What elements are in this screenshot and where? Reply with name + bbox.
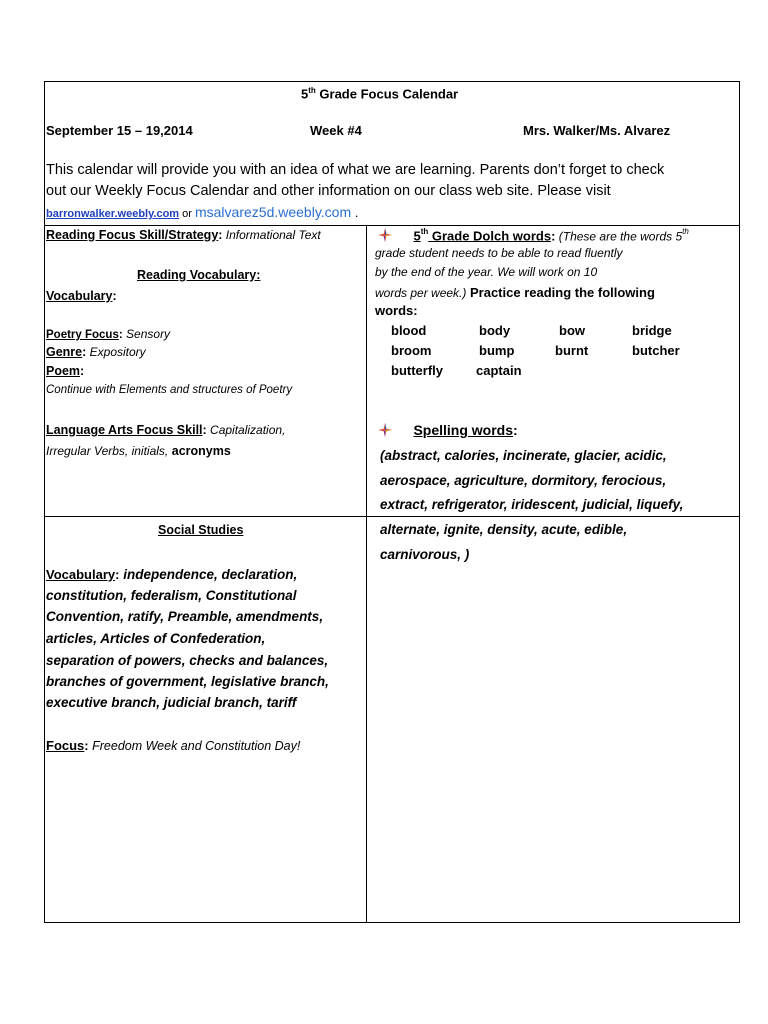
intro-line-1: This calendar will provide you with an idea of what we are learning. Parents don’t forget to check: [46, 162, 665, 178]
genre: [46, 345, 146, 359]
dolch-word: blood: [391, 323, 427, 338]
poetry-focus-label: Poetry Focus: [46, 329, 119, 341]
social-focus-label: Focus: [46, 738, 85, 753]
spelling-colon: :: [513, 422, 518, 438]
dolch-word: captain: [476, 363, 522, 378]
social-vocab-line: executive branch, judicial branch, tariff: [46, 695, 297, 710]
dolch-note-2: grade student needs to be able to read fluently: [375, 246, 623, 260]
dolch-note-4-row: [375, 284, 655, 302]
dolch-note-sup: th: [682, 227, 689, 236]
la-label: Language Arts Focus Skill: [46, 423, 203, 437]
social-vocab-label: Vocabulary: [46, 567, 116, 582]
dolch-note-3: by the end of the year. We will work on 10: [375, 265, 598, 279]
poem: [46, 364, 84, 378]
social-vocab-line: articles, Articles of Confederation,: [46, 631, 266, 646]
poem-colon: :: [80, 364, 85, 378]
spelling-header: [377, 422, 518, 440]
compass-star-icon: [377, 227, 393, 243]
poem-value: Continue with Elements and structures of Poetry: [46, 384, 293, 396]
spelling-line: extract, refrigerator, iridescent, judicial, liquefy,: [380, 497, 684, 512]
dolch-word: butcher: [632, 343, 680, 358]
dolch-word: broom: [391, 343, 432, 358]
la-value-1: Capitalization,: [206, 423, 286, 437]
social-vocab-first: independence, declaration,: [119, 567, 298, 582]
social-vocab: [46, 566, 297, 584]
intro-end: .: [351, 205, 359, 220]
social-focus: [46, 737, 300, 755]
reading-vocab: [46, 289, 117, 303]
reading-skill-label: Reading Focus Skill/Strategy: [46, 228, 219, 242]
social-vocab-line: branches of government, legislative branch,: [46, 674, 329, 689]
or-text: or: [179, 208, 195, 220]
title-number: 5: [301, 86, 309, 102]
dolch-word: butterfly: [391, 363, 443, 378]
compass-star-icon: [377, 422, 393, 438]
social-vocab-line: constitution, federalism, Constitutional: [46, 588, 297, 603]
dolch-header: [377, 227, 689, 245]
la-value-3: acronyms: [168, 444, 231, 458]
social-studies-heading: Social Studies: [158, 523, 244, 537]
social-focus-value: Freedom Week and Constitution Day!: [88, 739, 301, 753]
reading-vocab-label: Vocabulary: [46, 289, 113, 303]
dolch-practice-2: words:: [375, 303, 418, 318]
social-focus-colon: :: [84, 738, 89, 753]
la-colon: :: [202, 423, 207, 437]
row-divider-1: [45, 225, 739, 226]
genre-colon: :: [82, 345, 87, 359]
genre-label: Genre: [46, 345, 83, 359]
genre-value: Expository: [86, 345, 146, 359]
class-site-link-msalvarez[interactable]: msalvarez5d.weebly.com: [194, 204, 352, 220]
week-number: Week #4: [310, 123, 362, 138]
spelling-line: alternate, ignite, density, acute, edible,: [380, 522, 628, 537]
poem-label: Poem: [46, 364, 81, 378]
dolch-word: bump: [479, 343, 515, 358]
social-vocab-colon: :: [115, 567, 120, 582]
date-range: September 15 – 19,2014: [46, 123, 193, 138]
intro-links: [46, 204, 358, 220]
reading-skill: [46, 228, 321, 242]
reading-skill-value: Informational Text: [222, 228, 321, 242]
la-value-2: Irregular Verbs, initials,: [46, 444, 169, 458]
page-title: [301, 86, 458, 101]
dolch-grade-num: 5: [413, 228, 421, 244]
reading-vocab-colon: :: [112, 289, 117, 303]
poetry-focus-value: Sensory: [122, 327, 171, 341]
spelling-label: Spelling words: [413, 422, 514, 438]
title-text: Grade Focus Calendar: [315, 86, 459, 102]
language-arts-skill-2: [46, 444, 231, 458]
poetry-focus: [46, 327, 170, 341]
spelling-line: (abstract, calories, incinerate, glacier, acidic,: [380, 448, 667, 463]
dolch-colon: :: [551, 228, 556, 244]
dolch-label: Grade Dolch words: [428, 228, 552, 244]
dolch-grade-sup: th: [420, 227, 429, 236]
title-sup: th: [308, 86, 316, 95]
reading-skill-colon: :: [218, 228, 223, 242]
dolch-note-4: words per week.): [375, 286, 467, 300]
dolch-note-1: (These are the words 5: [555, 229, 683, 244]
spelling-line: aerospace, agriculture, dormitory, ferocious,: [380, 473, 667, 488]
social-vocab-line: Convention, ratify, Preamble, amendments,: [46, 609, 324, 624]
dolch-word: bridge: [632, 323, 672, 338]
dolch-practice-1: Practice reading the following: [466, 285, 655, 300]
reading-vocab-heading: Reading Vocabulary:: [137, 268, 261, 282]
class-site-link-barronwalker[interactable]: barronwalker.weebly.com: [46, 208, 180, 220]
language-arts-skill: [46, 423, 285, 437]
spelling-line: carnivorous, ): [380, 547, 470, 562]
row-divider-2: [45, 516, 739, 517]
poetry-focus-colon: :: [118, 329, 123, 341]
dolch-word: bow: [559, 323, 585, 338]
dolch-word: body: [479, 323, 511, 338]
intro-line-2: out our Weekly Focus Calendar and other information on our class web site. Please visit: [46, 183, 611, 199]
dolch-word: burnt: [555, 343, 589, 358]
social-vocab-line: separation of powers, checks and balances,: [46, 653, 329, 668]
column-divider: [366, 225, 367, 922]
teacher-names: Mrs. Walker/Ms. Alvarez: [523, 123, 671, 138]
